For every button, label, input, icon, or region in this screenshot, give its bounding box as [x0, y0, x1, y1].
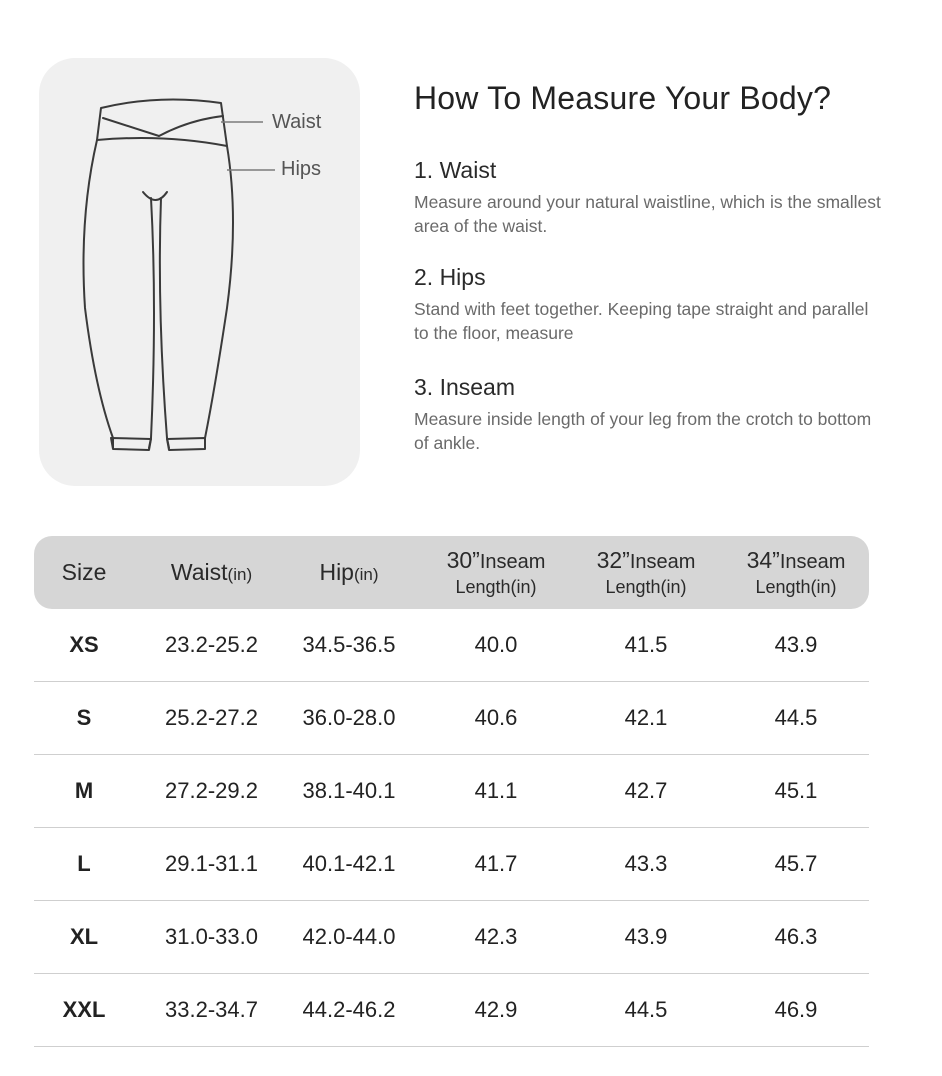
hips-label: Hips: [281, 158, 322, 180]
cell-inseam-30: 41.1: [474, 778, 518, 803]
step-description: Measure inside length of your leg from the crotch to bottom of ankle.: [414, 409, 872, 453]
cell-inseam-32: 42.1: [624, 705, 668, 730]
cell-inseam-30: 40.0: [474, 632, 518, 657]
guide-title: How To Measure Your Body?: [414, 80, 832, 116]
step-title: 3. Inseam: [414, 374, 515, 400]
cell-hip: 42.0-44.0: [302, 924, 396, 949]
cell-hip: 34.5-36.5: [302, 632, 396, 657]
cell-waist: 33.2-34.7: [165, 997, 258, 1022]
header-waist: Waist(in): [170, 559, 253, 585]
cell-size: L: [77, 851, 91, 876]
cell-inseam-34: 46.9: [774, 997, 818, 1022]
table-row: [34, 828, 869, 901]
table-row: [34, 682, 869, 755]
table-row: [34, 974, 869, 1047]
cell-inseam-32: 43.9: [624, 924, 668, 949]
table-row: [34, 609, 869, 682]
cell-size: XS: [69, 632, 99, 657]
step-description: Measure around your natural waistline, which is the smallest area of the waist.: [414, 192, 881, 236]
cell-inseam-30: 42.3: [474, 924, 518, 949]
size-chart-table: [34, 536, 869, 1047]
waist-label: Waist: [272, 111, 322, 133]
cell-waist: 23.2-25.2: [165, 632, 258, 657]
cell-inseam-30: 42.9: [474, 997, 518, 1022]
cell-hip: 44.2-46.2: [302, 997, 396, 1022]
step-description: Stand with feet together. Keeping tape straight and parallel to the floor, measure: [414, 299, 869, 343]
cell-inseam-34: 44.5: [774, 705, 818, 730]
cell-inseam-32: 42.7: [624, 778, 668, 803]
table-header: [34, 536, 869, 609]
cell-inseam-30: 41.7: [474, 851, 518, 876]
cell-waist: 25.2-27.2: [165, 705, 258, 730]
cell-size: XXL: [62, 997, 106, 1022]
cell-size: M: [74, 778, 94, 803]
header-inseam-30: 30”Inseam Length(in): [446, 546, 546, 597]
cell-hip: 40.1-42.1: [302, 851, 396, 876]
measure-guide: [414, 80, 914, 453]
step-waist: [414, 157, 884, 238]
cell-size: XL: [69, 924, 99, 949]
step-title: 2. Hips: [414, 264, 486, 290]
step-title: 1. Waist: [414, 157, 497, 183]
header-hip: Hip(in): [319, 559, 379, 585]
cell-hip: 38.1-40.1: [302, 778, 396, 803]
cell-inseam-32: 41.5: [624, 632, 668, 657]
header-size: Size: [61, 559, 107, 585]
cell-inseam-34: 45.1: [774, 778, 818, 803]
table-row: [34, 755, 869, 828]
cell-inseam-34: 45.7: [774, 851, 818, 876]
cell-size: S: [76, 705, 92, 730]
cell-inseam-32: 44.5: [624, 997, 668, 1022]
cell-waist: 29.1-31.1: [165, 851, 258, 876]
cell-inseam-34: 46.3: [774, 924, 818, 949]
cell-waist: 31.0-33.0: [165, 924, 258, 949]
header-inseam-32: 32”Inseam Length(in): [596, 546, 696, 597]
step-hips: [414, 264, 884, 345]
cell-hip: 36.0-28.0: [302, 705, 396, 730]
table-row: [34, 901, 869, 974]
cell-inseam-32: 43.3: [624, 851, 668, 876]
cell-inseam-30: 40.6: [474, 705, 518, 730]
step-inseam: [414, 374, 884, 455]
header-inseam-34: 34”Inseam Length(in): [746, 546, 846, 597]
cell-waist: 27.2-29.2: [165, 778, 258, 803]
cell-inseam-34: 43.9: [774, 632, 818, 657]
